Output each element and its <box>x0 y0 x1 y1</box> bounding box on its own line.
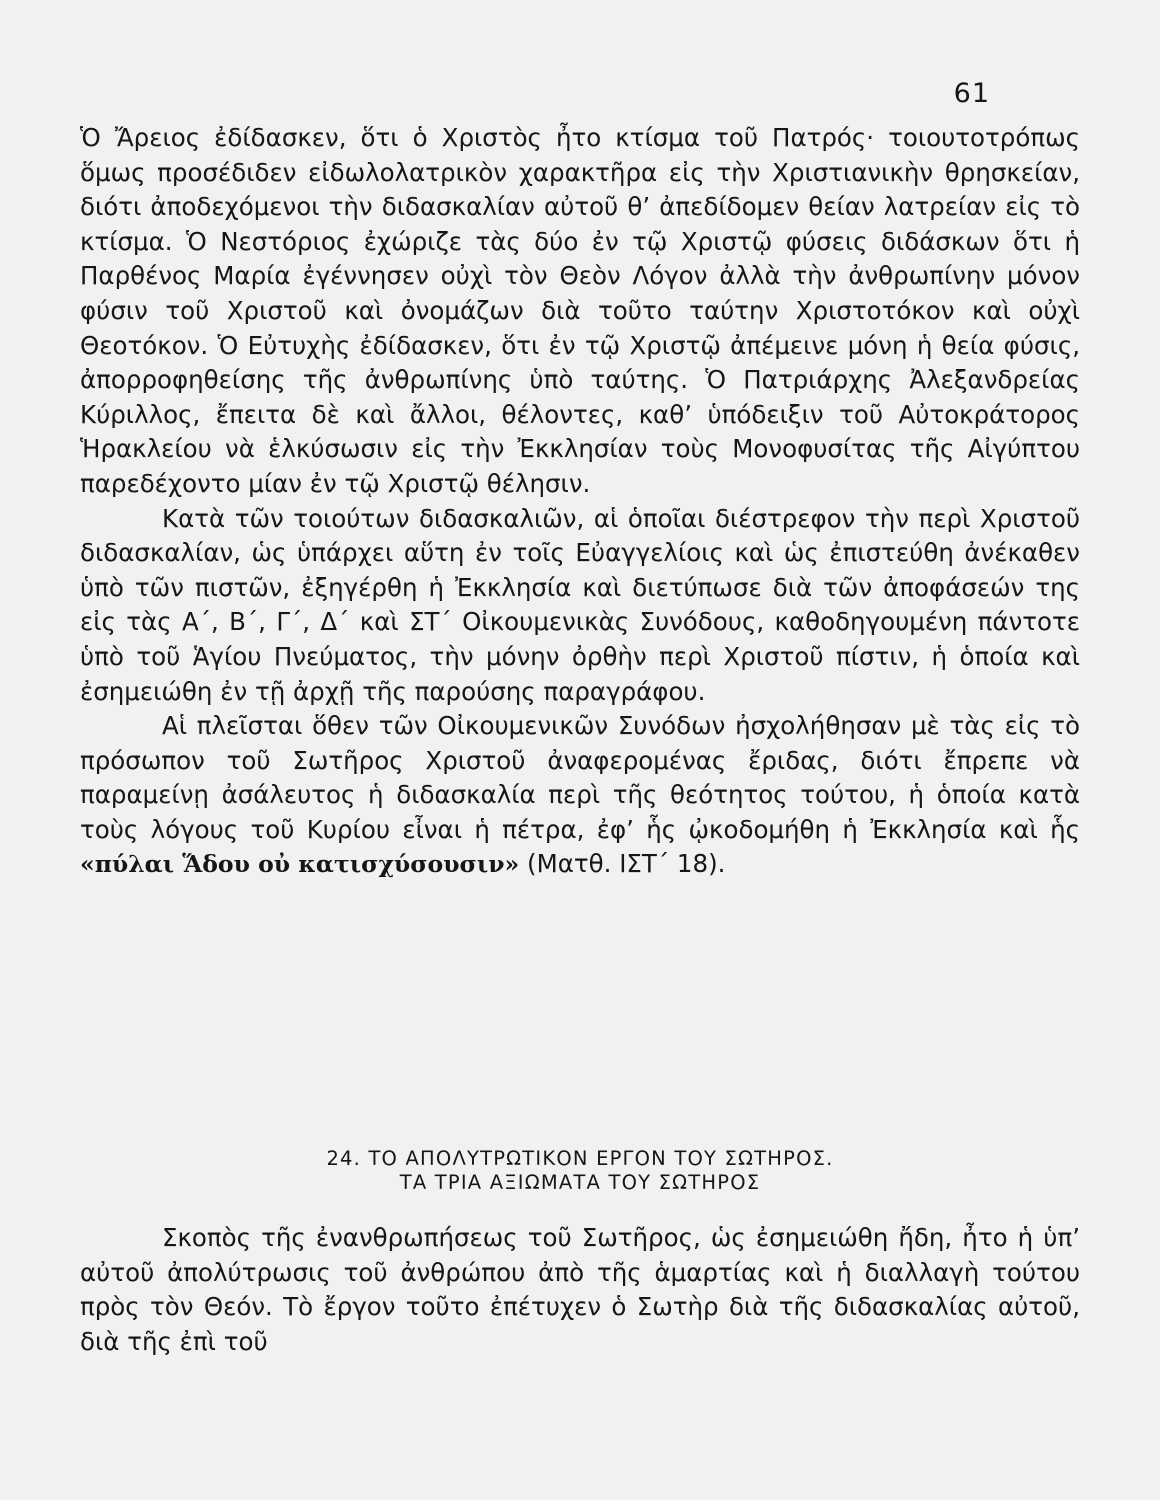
section-heading <box>80 1147 1080 1195</box>
paragraph-3-start: Αἱ πλεῖσται ὅθεν τῶν Οἰκουμενικῶν Συνόδων ἠσχολήθησαν μὲ τὰς εἰς τὸ πρόσωπον τοῦ Σωτῆρος Χριστοῦ ἀναφερομένας ἔριδας, διότι ἔπρεπε νὰ παραμείνῃ ἀσάλευτος ἡ διδασκαλία περὶ τῆς θεότητος τούτου, ἡ ὁποία κατὰ τοὺς λόγους τοῦ Κυρίου εἶναι ἡ πέτρα, ἐφ’ ἧς ᾠκοδομήθη ἡ Ἐκκλησία καὶ ἧς <box>80 711 1080 844</box>
section-heading-line-1: 24. ΤΟ ΑΠΟΛΥΤΡΩΤΙΚΟΝ ΕΡΓΟΝ ΤΟΥ ΣΩΤΗΡΟΣ. <box>326 1147 834 1170</box>
scripture-reference: (Ματθ. ΙΣΤ΄ 18). <box>527 849 726 879</box>
section-heading-line-2: ΤΑ ΤΡΙΑ ΑΞΙΩΜΑΤΑ ΤΟΥ ΣΩΤΗΡΟΣ <box>399 1171 761 1194</box>
paragraph-heresies: Ὁ Ἄρειος ἐδίδασκεν, ὅτι ὁ Χριστὸς ἦτο κτίσμα τοῦ Πατρός· τοιουτοτρόπως ὅμως προσέδιδεν εἰδωλολατρικὸν χαρακτῆρα εἰς τὴν Χριστιανικὴν θρησκείαν, διότι ἀποδεχόμενοι τὴν διδασκαλίαν αὐτοῦ θ’ ἀπεδίδομεν θείαν λατρείαν εἰς τὸ κτίσμα. Ὁ Νεστόριος ἐχώριζε τὰς δύο ἐν τῷ Χριστῷ φύσεις διδάσκων ὅτι ἡ Παρθένος Μαρία ἐγέννησεν οὐχὶ τὸν Θεὸν Λόγον ἀλλὰ τὴν ἀνθρωπίνην μόνον φύσιν τοῦ Χριστοῦ καὶ ὀνομάζων διὰ τοῦτο ταύτην Χριστοτόκον καὶ οὐχὶ Θεοτόκον. Ὁ Εὐτυχὴς ἐδίδασκεν, ὅτι ἐν τῷ Χριστῷ ἀπέμεινε μόνη ἡ θεία φύσις, ἀπορροφηθείσης τῆς ἀνθρωπίνης ὑπὸ ταύτης. Ὁ Πατριάρχης Ἀλεξανδρείας Κύριλλος, ἔπειτα δὲ καὶ ἄλλοι, θέλοντες, καθ’ ὑπόδειξιν τοῦ Αὐτοκράτορος Ἡρακλείου νὰ ἑλκύσωσιν εἰς τὴν Ἐκκλησίαν τοὺς Μονοφυσίτας τῆς Αἰγύπτου παρεδέχοντο μίαν ἐν τῷ Χριστῷ θέλησιν. <box>80 123 1080 498</box>
page-number: 61 <box>953 78 990 109</box>
paragraph-church-councils: Κατὰ τῶν τοιούτων διδασκαλιῶν, αἱ ὁποῖαι διέστρεφον τὴν περὶ Χριστοῦ διδασκαλίαν, ὡς ὑπάρχει αὕτη ἐν τοῖς Εὐαγγελίοις καὶ ὡς ἐπιστεύθη ἀνέκαθεν ὑπὸ τῶν πιστῶν, ἐξηγέρθη ἡ Ἐκκλησία καὶ διετύπωσε διὰ τῶν ἀποφάσεών της εἰς τὰς Α΄, Β΄, Γ΄, Δ΄ καὶ ΣΤ΄ Οἰκουμενικὰς Συνόδους, καθοδηγουμένη πάντοτε ὑπὸ τοῦ Ἁγίου Πνεύματος, τὴν μόνην ὀρθὴν περὶ Χριστοῦ πίστιν, ἡ ὁποία καὶ ἐσημειώθη ἐν τῇ ἀρχῇ τῆς παρούσης παραγράφου. <box>80 503 1080 706</box>
section-text-block <box>80 1221 1080 1359</box>
main-text-block <box>80 121 1080 882</box>
paragraph-ecumenical-synods <box>80 709 1080 882</box>
paragraph-redemption: Σκοπὸς τῆς ἐνανθρωπήσεως τοῦ Σωτῆρος, ὡς ἐσημειώθη ἤδη, ἦτο ἡ ὑπ’ αὐτοῦ ἀπολύτρωσις τοῦ ἀνθρώπου ἀπὸ τῆς ἁμαρτίας καὶ ἡ διαλλαγὴ τούτου πρὸς τὸν Θεόν. Τὸ ἔργον τοῦτο ἐπέτυχεν ὁ Σωτὴρ διὰ τῆς διδασκαλίας αὐτοῦ, διὰ τῆς ἐπὶ τοῦ <box>80 1223 1080 1356</box>
bold-scripture-quote: «πύλαι Ἅδου οὐ κατισχύσουσιν» <box>80 850 520 879</box>
